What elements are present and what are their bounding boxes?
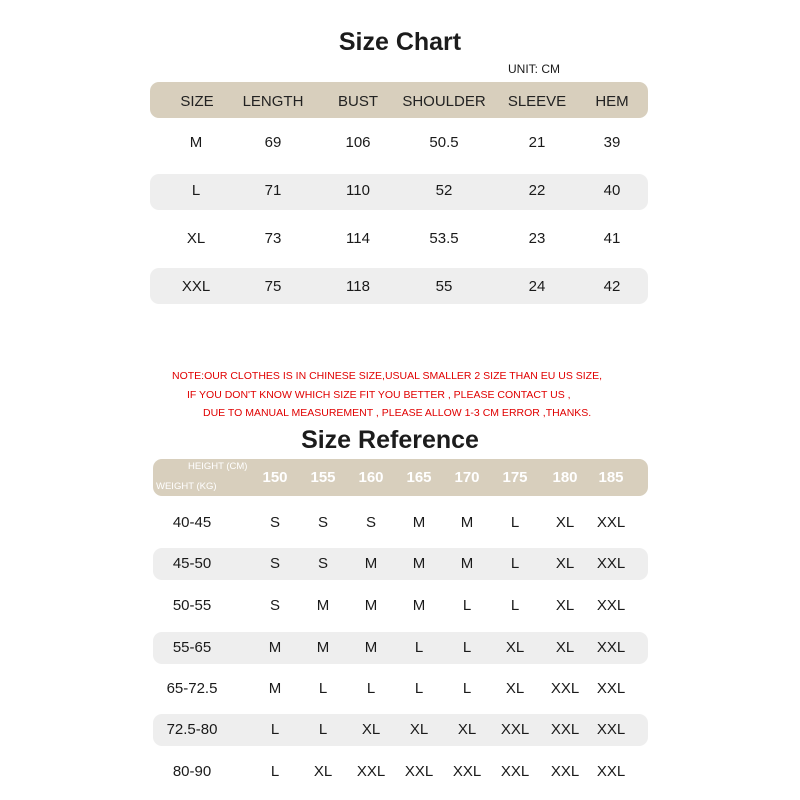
size-reference-cell: M [364,597,378,614]
size-reference-cell: XXL [596,680,626,697]
size-reference-cell: XXL [356,763,386,780]
size-chart-value-cell: 110 [346,182,370,199]
size-chart-size-cell: L [191,182,201,199]
size-chart-value-cell: 55 [435,278,453,295]
size-reference-cell: L [366,680,376,697]
note-line-2: IF YOU DON'T KNOW WHICH SIZE FIT YOU BETTER , PLEASE CONTACT US , [187,389,571,401]
size-reference-cell: M [460,555,474,572]
size-chart-value-cell: 53.5 [429,230,459,247]
size-reference-cell: S [269,555,281,572]
size-reference-cell: L [318,680,328,697]
size-reference-cell: XL [313,763,333,780]
size-chart-value-cell: 42 [603,278,621,295]
size-reference-cell: M [412,555,426,572]
size-chart-size-cell: XL [186,230,206,247]
size-reference-cell: M [316,639,330,656]
size-reference-cell: XXL [404,763,434,780]
size-reference-cell: XXL [550,721,580,738]
weight-cell: 55-65 [172,639,212,656]
note-line-3: DUE TO MANUAL MEASUREMENT , PLEASE ALLOW 1-3 CM ERROR ,THANKS. [203,407,592,419]
size-reference-cell: XXL [550,763,580,780]
size-reference-cell: S [365,514,377,531]
size-reference-cell: L [510,514,520,531]
size-reference-cell: M [316,597,330,614]
size-reference-cell: XXL [596,597,626,614]
size-chart-header-cell: SLEEVE [507,93,567,110]
height-header-cell: 155 [310,469,336,486]
height-header-cell: 180 [552,469,578,486]
weight-cell: 45-50 [172,555,212,572]
size-chart-value-cell: 41 [603,230,621,247]
size-chart-value-cell: 21 [528,134,546,151]
weight-cell: 50-55 [172,597,212,614]
size-reference-cell: L [318,721,328,738]
height-header-cell: 160 [358,469,384,486]
weight-cell: 80-90 [172,763,212,780]
size-reference-cell: L [270,763,280,780]
size-reference-cell: XL [555,514,575,531]
height-axis-label: HEIGHT (CM) [188,461,248,472]
size-chart-header-cell: LENGTH [242,93,304,110]
size-chart-header-cell: HEM [595,93,629,110]
size-chart-header-cell: SIZE [180,93,214,110]
size-reference-cell: M [364,555,378,572]
size-chart-value-cell: 24 [528,278,546,295]
weight-axis-label: WEIGHT (KG) [156,481,217,492]
size-reference-cell: M [268,680,282,697]
size-chart-size-cell: M [189,134,203,151]
size-chart-value-cell: 50.5 [429,134,459,151]
size-reference-cell: M [412,597,426,614]
size-reference-cell: XXL [500,763,530,780]
size-chart-value-cell: 40 [603,182,621,199]
size-reference-cell: L [414,680,424,697]
size-chart-row-band [150,174,648,210]
size-reference-cell: XXL [550,680,580,697]
size-reference-cell: L [462,680,472,697]
height-header-cell: 165 [406,469,432,486]
height-header-cell: 185 [598,469,624,486]
size-chart-title: Size Chart [338,28,462,56]
size-chart-value-cell: 52 [435,182,453,199]
size-reference-cell: S [317,514,329,531]
size-chart-value-cell: 39 [603,134,621,151]
size-reference-cell: XL [555,597,575,614]
size-reference-cell: XXL [452,763,482,780]
size-chart-value-cell: 75 [264,278,282,295]
size-chart-value-cell: 69 [264,134,282,151]
size-chart-row-band [150,268,648,304]
size-reference-cell: L [510,597,520,614]
size-reference-cell: L [414,639,424,656]
size-reference-cell: L [270,721,280,738]
size-reference-cell: XL [505,680,525,697]
size-chart-value-cell: 114 [346,230,370,247]
size-reference-cell: L [462,639,472,656]
size-reference-cell: XL [361,721,381,738]
size-reference-cell: XXL [596,639,626,656]
size-reference-cell: M [268,639,282,656]
size-reference-cell: S [317,555,329,572]
size-chart-value-cell: 22 [528,182,546,199]
size-reference-cell: S [269,597,281,614]
size-chart-header-cell: SHOULDER [402,93,486,110]
size-chart-value-cell: 73 [264,230,282,247]
size-chart-value-cell: 118 [346,278,370,295]
size-reference-cell: XL [457,721,477,738]
weight-cell: 65-72.5 [166,680,218,697]
size-reference-cell: L [510,555,520,572]
size-reference-cell: XXL [596,555,626,572]
weight-cell: 40-45 [172,514,212,531]
size-chart-header-cell: BUST [337,93,379,110]
size-chart-value-cell: 71 [264,182,282,199]
height-header-cell: 170 [454,469,480,486]
unit-label: UNIT: CM [508,62,560,76]
size-reference-cell: L [462,597,472,614]
size-reference-cell: XL [555,639,575,656]
size-reference-cell: XL [505,639,525,656]
height-header-cell: 175 [502,469,528,486]
size-chart-value-cell: 23 [528,230,546,247]
size-chart-header-band [150,82,648,118]
size-chart-value-cell: 106 [345,134,371,151]
size-reference-cell: XXL [500,721,530,738]
size-reference-cell: XXL [596,763,626,780]
size-reference-cell: M [412,514,426,531]
size-chart-size-cell: XXL [181,278,211,295]
size-reference-cell: XXL [596,514,626,531]
size-reference-cell: M [364,639,378,656]
size-reference-cell: M [460,514,474,531]
size-reference-cell: XL [409,721,429,738]
size-reference-cell: S [269,514,281,531]
weight-cell: 72.5-80 [166,721,218,738]
size-reference-cell: XL [555,555,575,572]
note-line-1: NOTE:OUR CLOTHES IS IN CHINESE SIZE,USUAL SMALLER 2 SIZE THAN EU US SIZE, [172,370,603,382]
size-reference-cell: XXL [596,721,626,738]
height-header-cell: 150 [262,469,288,486]
size-reference-title: Size Reference [301,426,479,454]
